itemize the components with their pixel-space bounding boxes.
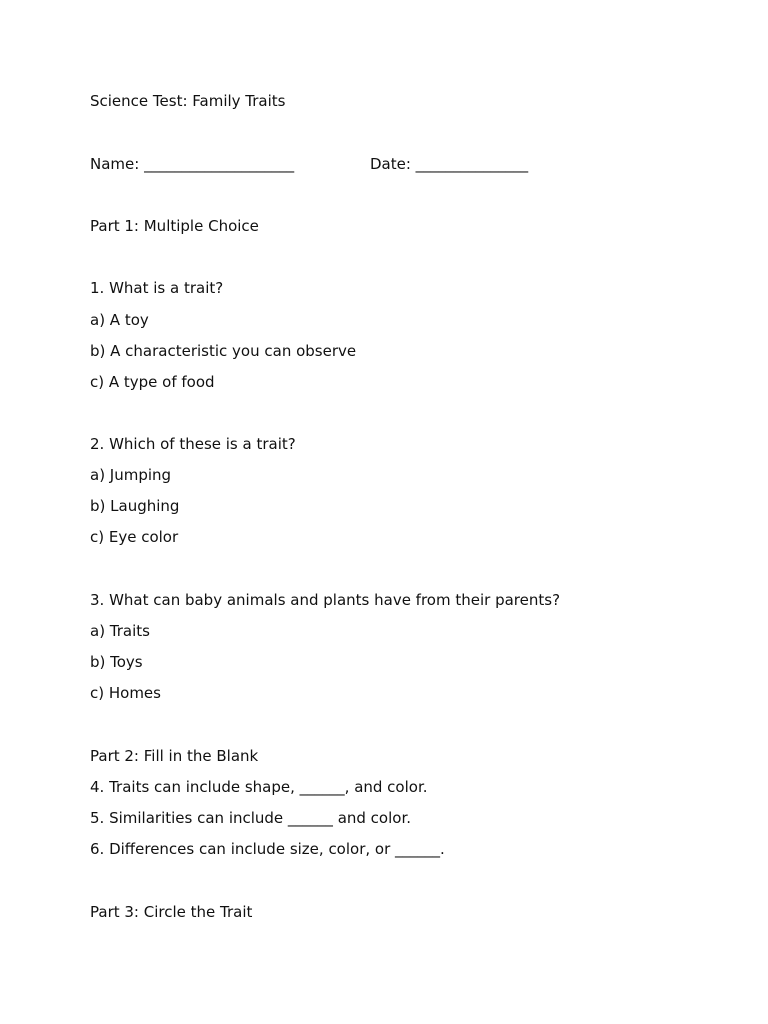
fill-blank-4: 4. Traits can include shape, ______, and color. [90,778,428,796]
question-2: 2. Which of these is a trait? [90,435,296,453]
date-field: Date: _______________ [370,155,529,173]
question-3: 3. What can baby animals and plants have from their parents? [90,591,561,609]
fill-blank-6: 6. Differences can include size, color, or ______. [90,840,445,858]
part2-heading: Part 2: Fill in the Blank [90,747,259,765]
question-2-option-c: c) Eye color [90,528,179,546]
question-1-option-c: c) A type of food [90,373,215,391]
question-3-option-a: a) Traits [90,622,150,640]
question-2-option-a: a) Jumping [90,466,172,484]
question-3-option-b: b) Toys [90,653,143,671]
question-1-option-a: a) A toy [90,311,149,329]
question-1: 1. What is a trait? [90,279,224,297]
question-1-option-b: b) A characteristic you can observe [90,342,357,360]
question-2-option-b: b) Laughing [90,497,180,515]
part1-heading: Part 1: Multiple Choice [90,217,259,235]
question-3-option-c: c) Homes [90,684,161,702]
page-title: Science Test: Family Traits [90,92,286,110]
fill-blank-5: 5. Similarities can include ______ and color. [90,809,412,827]
name-field: Name: ____________________ [90,155,295,173]
part3-heading: Part 3: Circle the Trait [90,903,253,921]
